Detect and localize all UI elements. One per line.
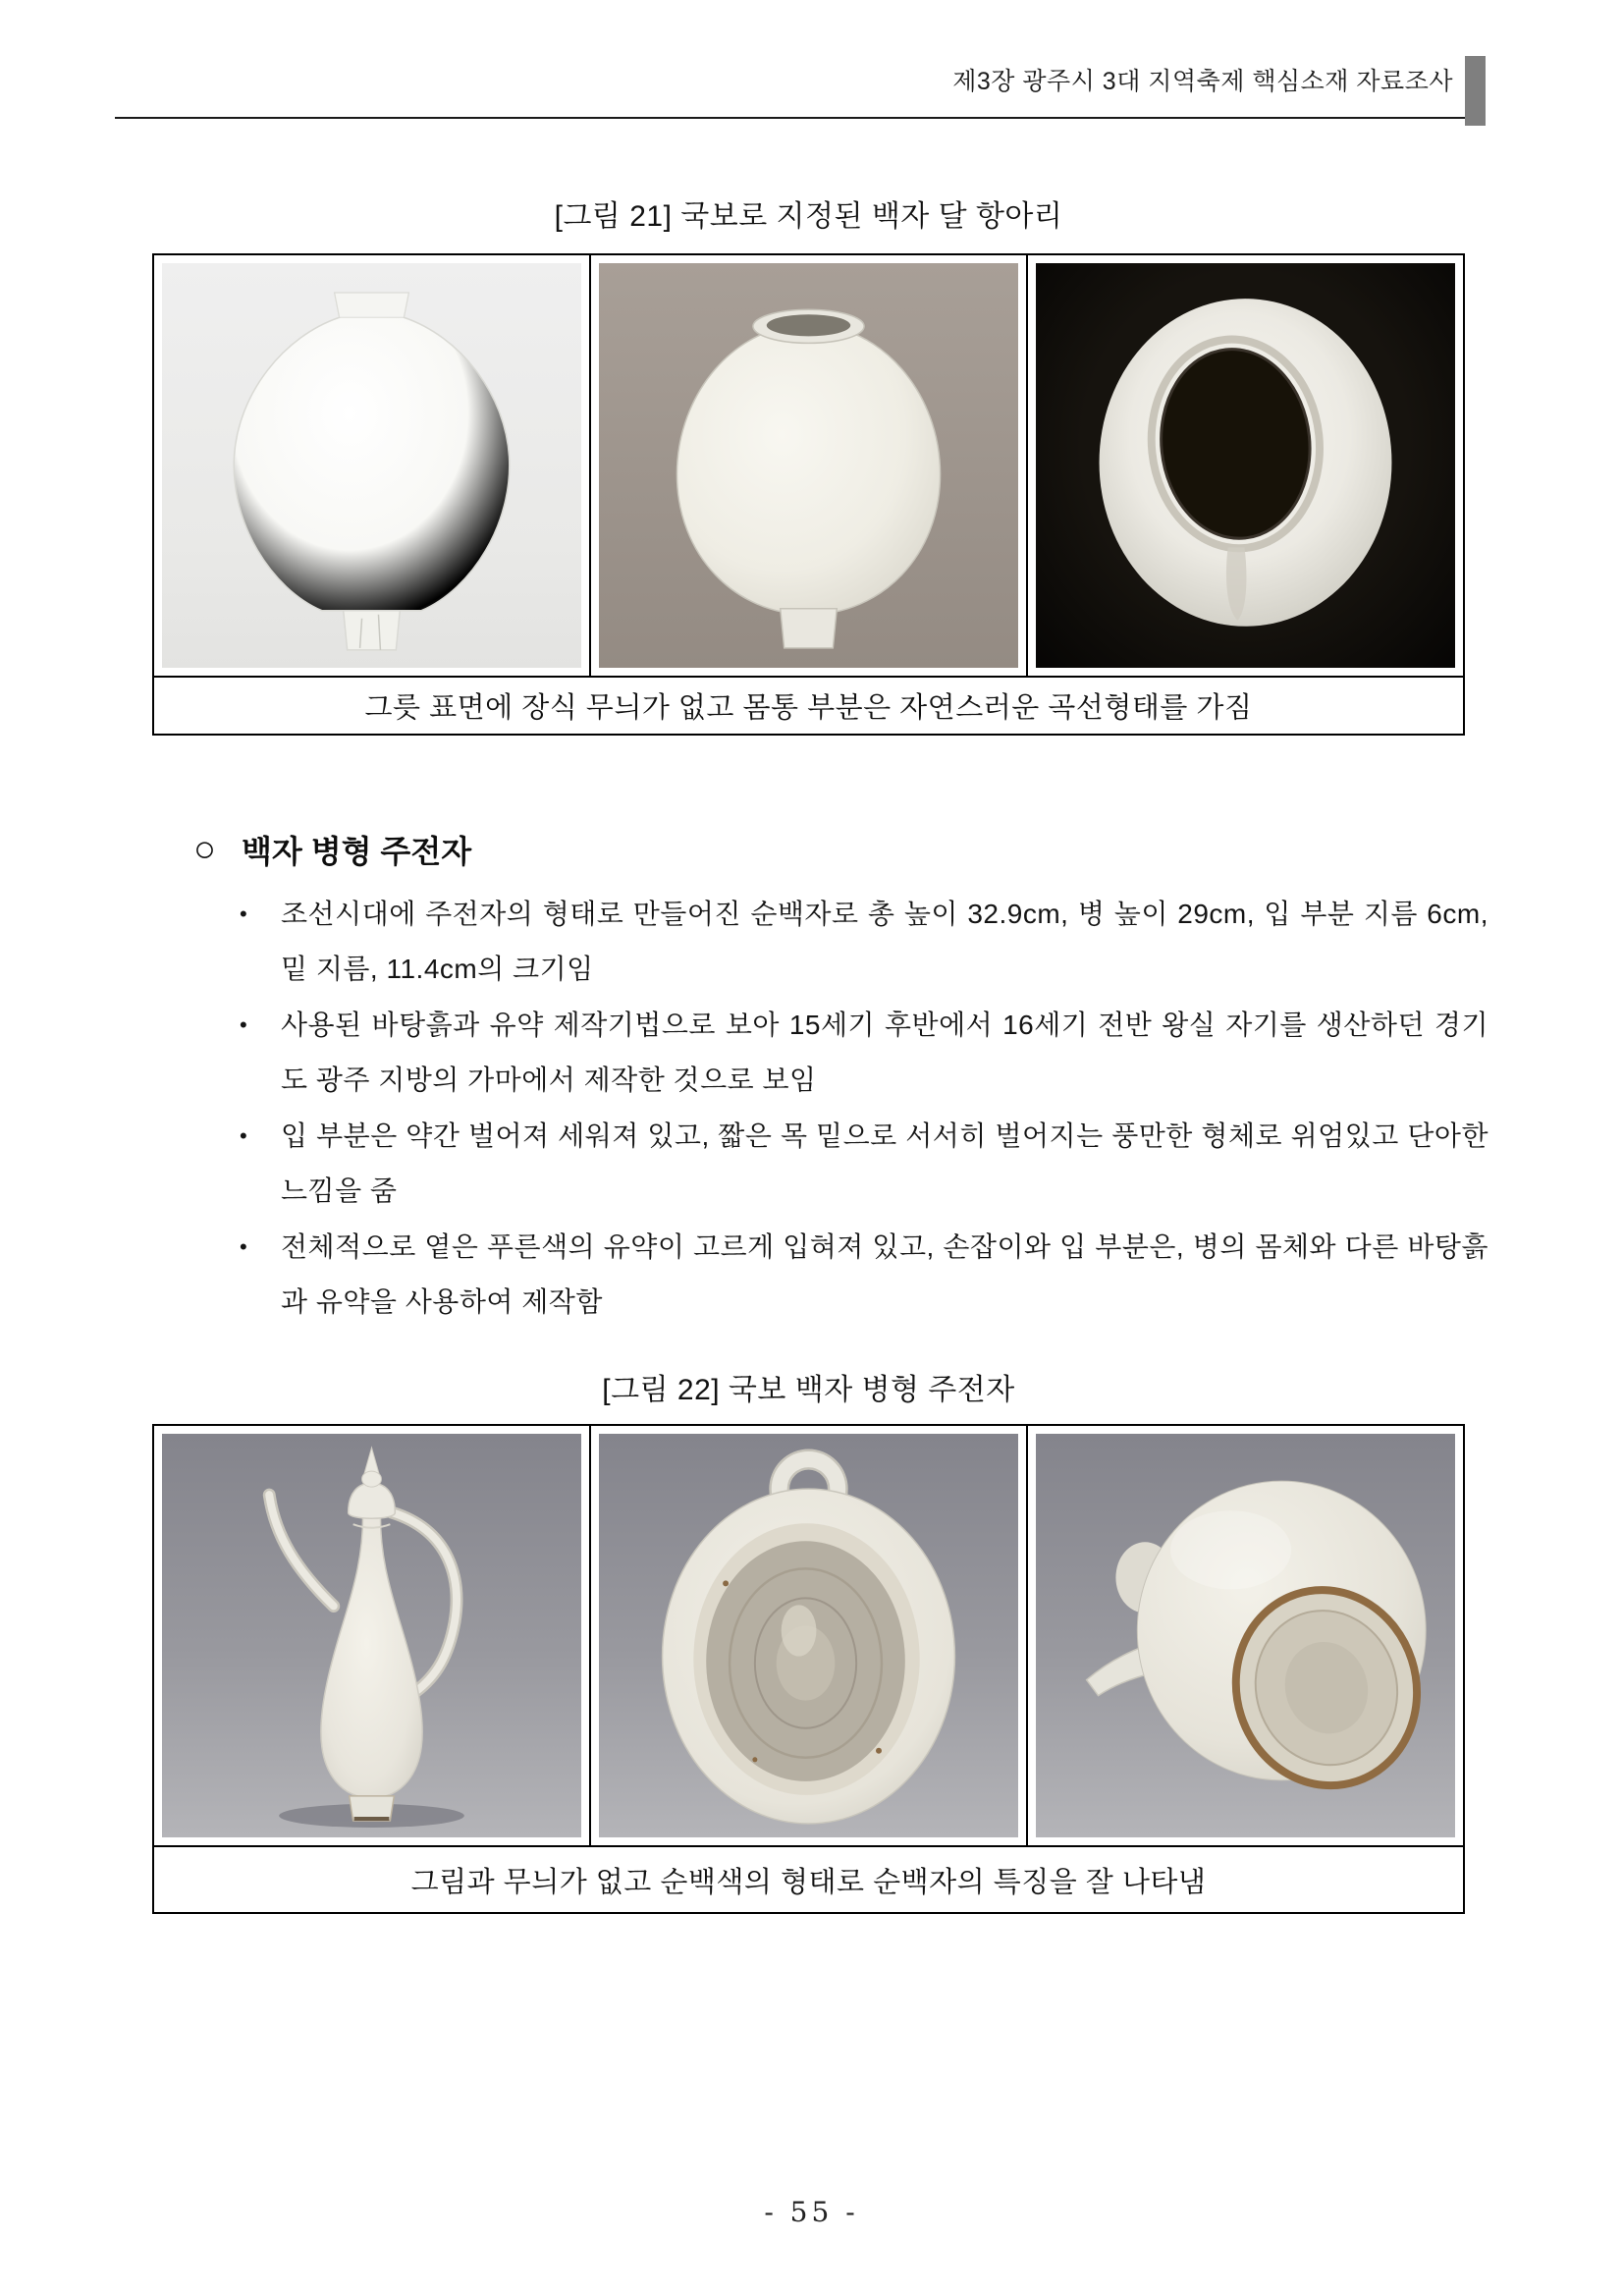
bullet-text: 입 부분은 약간 벌어져 세워져 있고, 짧은 목 밑으로 서서히 벌어지는 풍만한 형체로 위엄있고 단아한 느낌을 줌 xyxy=(281,1121,1488,1206)
page-number: - 55 - xyxy=(764,2196,859,2228)
moon-jar-top-view-black-background xyxy=(1036,263,1455,668)
figure-22-caption: 그림과 무늬가 없고 순백색의 형태로 순백자의 특징을 잘 나타냄 xyxy=(154,1845,1463,1912)
figure-21 xyxy=(152,253,1465,736)
dot-bullet-icon: • xyxy=(240,902,247,926)
figure-22 xyxy=(152,1424,1465,1914)
list-item xyxy=(240,1220,1488,1330)
figure-22-cell-3 xyxy=(1028,1426,1463,1845)
circle-bullet-icon: ○ xyxy=(193,829,216,870)
moon-jar-front-view-light-background xyxy=(162,263,581,668)
ewer-illustration-bottom xyxy=(1036,1434,1455,1837)
dot-bullet-icon: • xyxy=(240,1123,247,1148)
bullet-list xyxy=(240,887,1488,1331)
figure-22-title: [그림 22] 국보 백자 병형 주전자 xyxy=(602,1374,1015,1406)
figure-22-cell-2 xyxy=(591,1426,1028,1845)
list-item xyxy=(240,887,1488,997)
header-rule xyxy=(115,117,1465,119)
bullet-text: 사용된 바탕흙과 유약 제작기법으로 보아 15세기 후반에서 16세기 전반 왕실 자기를 생산하던 경기도 광주 지방의 가마에서 제작한 것으로 보임 xyxy=(281,1010,1488,1095)
bullet-text: 전체적으로 옅은 푸른색의 유약이 고르게 입혀져 있고, 손잡이와 입 부분은, 병의 몸체와 다른 바탕흙과 유약을 사용하여 제작함 xyxy=(281,1231,1488,1317)
bullet-text: 조선시대에 주전자의 형태로 만들어진 순백자로 총 높이 32.9cm, 병 높이 29cm, 입 부분 지름 6cm, 밑 지름, 11.4cm의 크기임 xyxy=(281,899,1488,984)
figure-21-caption: 그릇 표면에 장식 무늬가 없고 몸통 부분은 자연스러운 곡선형태를 가짐 xyxy=(154,676,1463,734)
ewer-bottom-view xyxy=(1036,1434,1455,1837)
ewer-side-view xyxy=(162,1434,581,1837)
figure-22-image-row xyxy=(154,1426,1463,1845)
moon-jar-illustration-2 xyxy=(599,263,1018,668)
ewer-top-view xyxy=(599,1434,1018,1837)
header-accent-bar xyxy=(1465,56,1486,126)
figure-21-image-row xyxy=(154,255,1463,676)
list-item xyxy=(240,1109,1488,1219)
section-heading xyxy=(189,827,471,872)
figure-21-cell-1 xyxy=(154,255,591,676)
figure-21-cell-3 xyxy=(1028,255,1463,676)
figure-21-cell-2 xyxy=(591,255,1028,676)
ewer-illustration-side xyxy=(162,1434,581,1837)
dot-bullet-icon: • xyxy=(240,1012,247,1037)
running-header-chapter-title: 제3장 광주시 3대 지역축제 핵심소재 자료조사 xyxy=(952,68,1453,95)
dot-bullet-icon: • xyxy=(240,1234,247,1259)
figure-22-cell-1 xyxy=(154,1426,591,1845)
section-title: 백자 병형 주전자 xyxy=(242,834,472,869)
moon-jar-illustration-1 xyxy=(162,263,581,668)
ewer-illustration-top xyxy=(599,1434,1018,1837)
moon-jar-illustration-3 xyxy=(1036,263,1455,668)
figure-21-title: [그림 21] 국보로 지정된 백자 달 항아리 xyxy=(554,200,1063,233)
list-item xyxy=(240,998,1488,1108)
moon-jar-front-view-gray-background xyxy=(599,263,1018,668)
